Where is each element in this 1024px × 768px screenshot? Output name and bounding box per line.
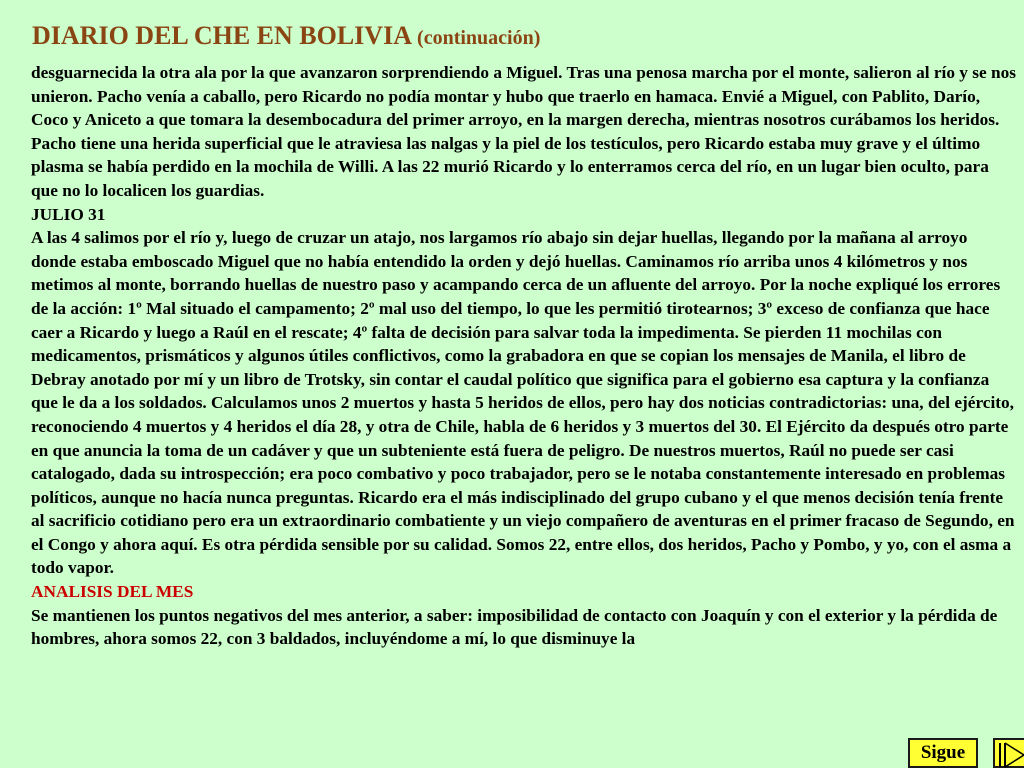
page-title [32,20,540,54]
next-slide-button[interactable]: Sigue [908,738,978,768]
section-heading: ANALISIS DEL MES [31,582,194,602]
page-title-subtitle: (continuación) [417,27,541,49]
page-title-main: DIARIO DEL CHE EN BOLIVIA [32,21,411,50]
skip-to-end-icon [995,740,1024,768]
last-slide-button[interactable] [993,738,1024,768]
diary-paragraph: desguarnecida la otra ala por la que avanzaron sorprendiendo a Miguel. Tras una penosa marcha por el monte, salieron al río y se nos unieron. Pacho venía a caballo, pero Ricardo no podía montar y hubo que traerlo en hamaca. Envié a Miguel, con Pablito, Darío, Coco y Aniceto a que tomara la desembocadura del primer arroyo, en la margen derecha, mientras nosotros curábamos los heridos. Pacho tiene una herida superficial que le atraviesa las nalgas y la piel de los testículos, pero Ricardo estaba muy grave y el último plasma se había perdido en la mochila de Willi. A las 22 murió Ricardo y lo enterramos cerca del río, en un lugar bien oculto, para que no lo localicen los guardias. [31,63,1016,200]
diary-paragraph: A las 4 salimos por el río y, luego de cruzar un atajo, nos largamos río abajo sin dejar huellas, llegando por la mañana al arroyo donde estaba emboscado Miguel que no había entendido la orden y dejó huellas. Caminamos río arriba unos 4 kilómetros y nos metimos al monte, borrando huellas de nuestro paso y acampando cerca de un afluente del arroyo. Por la noche expliqué los errores de la acción: 1º Mal situado el campamento; 2º mal uso del tiempo, lo que les permitió tirotearnos; 3º exceso de confianza que hace caer a Ricardo y luego a Raúl en el rescate; 4º falta de decisión para salvar toda la impedimenta. Se pierden 11 mochilas con medicamentos, prismáticos y algunos útiles conflictivos, como la grabadora en que se copian los mensajes de Manila, el libro de Debray anotado por mí y un libro de Trotsky, sin contar el caudal político que significa para el gobierno esa captura y la confianza que le da a los soldados. Calculamos unos 2 muertos y hasta 5 heridos de ellos, pero hay dos noticias contradictorias: una, del ejército, reconociendo 4 muertos y 4 heridos el día 28, y otra de Chile, habla de 6 heridos y 3 muertos del 30. El Ejército da después otro parte en que anuncia la toma de un cadáver y que un subteniente está fuera de peligro. De nuestros muertos, Raúl no puede ser casi catalogado, dada su introspección; era poco combativo y poco trabajador, pero se le notaba constantemente interesado en problemas políticos, aunque no hacía nunca preguntas. Ricardo era el más indisciplinado del grupo cubano y el que menos decisión tenía frente al sacrificio cotidiano pero era un extraordinario combatiente y un viejo compañero de aventuras en el primer fracaso de Segundo, en el Congo y ahora aquí. Es otra pérdida sensible por su calidad. Somos 22, entre ellos, dos heridos, Pacho y Pombo, y yo, con el asma a todo vapor. [31,228,1015,578]
diary-paragraph: Se mantienen los puntos negativos del mes anterior, a saber: imposibilidad de contacto con Joaquín y con el exterior y la pérdida de hombres, ahora somos 22, con 3 baldados, incluyéndome a mí, lo que disminuye la [31,605,998,649]
date-heading: JULIO 31 [31,204,106,224]
diary-text [31,61,1016,651]
